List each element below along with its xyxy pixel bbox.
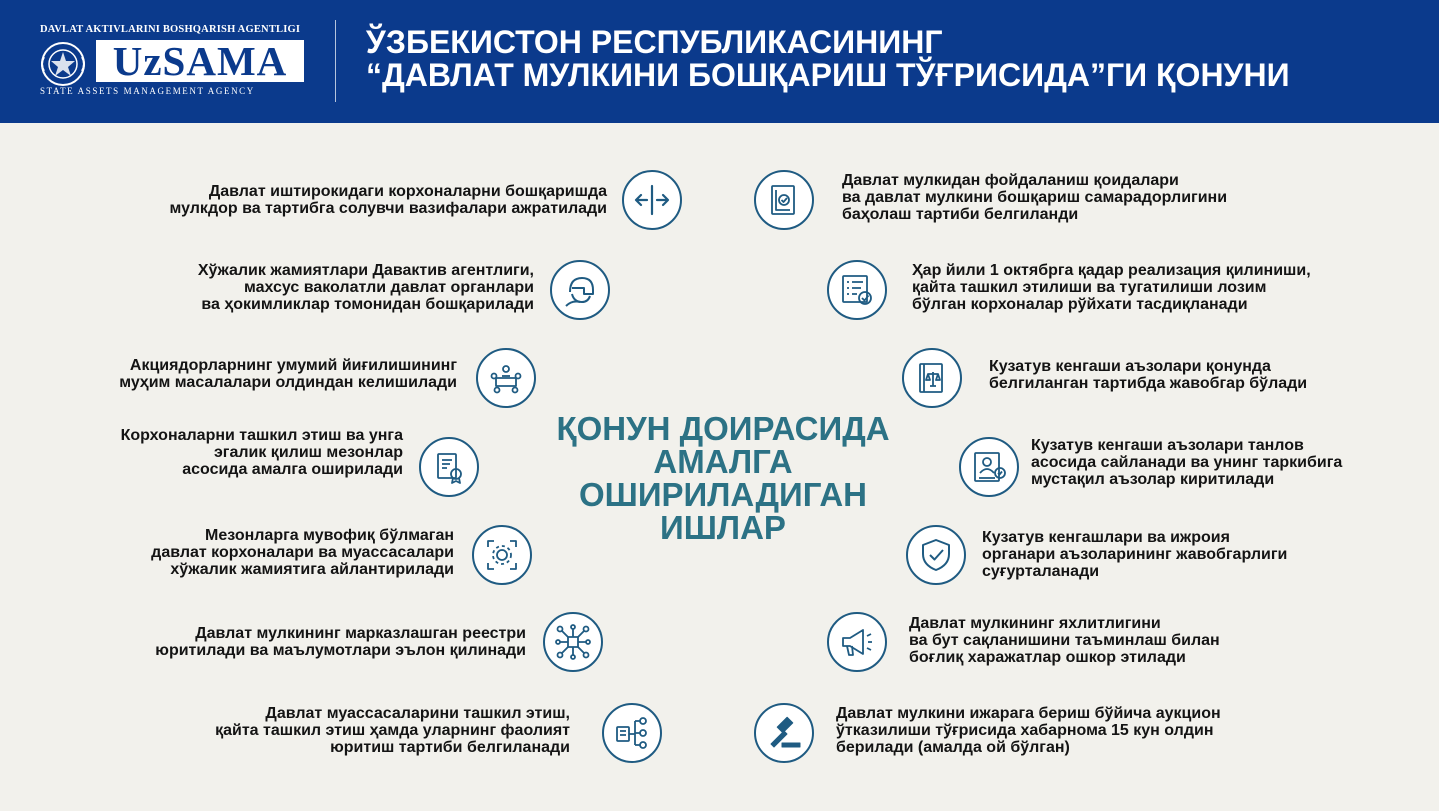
item-line: суғурталанади xyxy=(982,563,1100,580)
item-line: Кузатув кенгаши аъзолари қонунда xyxy=(989,358,1271,375)
item-line: асосида амалга оширилади xyxy=(182,461,403,478)
item-line: қайта ташкил этиш ҳамда уларнинг фаолият xyxy=(215,722,570,739)
item-line: мулкдор ва тартибга солувчи вазифалари ажратилади xyxy=(169,200,607,217)
item-line: давлат корхоналари ва муассасалари xyxy=(151,544,454,561)
item-line: юритилади ва маълумотлари эълон қилинади xyxy=(155,642,526,659)
center-title-line: ИШЛАР xyxy=(660,509,786,546)
split-arrows-icon xyxy=(622,170,682,230)
left-item-6-text xyxy=(155,625,526,659)
manager-helmet-icon xyxy=(550,260,610,320)
item-line: берилади (амалда ой бўлган) xyxy=(836,739,1070,756)
right-item-5-text xyxy=(982,529,1287,580)
page-title xyxy=(366,26,1406,92)
auction-gavel-icon xyxy=(754,703,814,763)
checklist-icon xyxy=(827,260,887,320)
left-item-7-text xyxy=(215,705,570,756)
item-line: эгалик қилиш мезонлар xyxy=(213,444,403,461)
item-line: белгиланган тартибда жавобгар бўлади xyxy=(989,375,1308,392)
center-title xyxy=(548,412,898,544)
item-line: Мезонларга мувофиқ бўлмаган xyxy=(205,527,454,544)
item-line: ва давлат мулкини бошқариш самарадорлигини xyxy=(842,189,1228,206)
center-title-line: АМАЛГА xyxy=(653,443,793,480)
header-banner xyxy=(0,0,1439,123)
candidate-selection-icon xyxy=(959,437,1019,497)
item-line: баҳолаш тартиби белгиланди xyxy=(842,206,1079,223)
item-line: Хўжалик жамиятлари Давактив агентлиги, xyxy=(197,262,534,279)
item-line: ўтказилиши тўғрисида хабарнома 15 кун олдин xyxy=(836,722,1214,739)
header-divider xyxy=(335,20,336,102)
logo-top-text: DAVLAT AKTIVLARINI BOSHQARISH AGENTLIGI xyxy=(40,24,301,35)
right-item-1-text xyxy=(842,172,1227,223)
item-line: боғлиқ харажатлар ошкор этилади xyxy=(909,649,1186,666)
logo-wordmark: UzSAMA xyxy=(96,40,304,82)
structure-icon xyxy=(602,703,662,763)
title-line-1: ЎЗБЕКИСТОН РЕСПУБЛИКАСИНИНГ xyxy=(366,24,943,60)
item-line: ва ҳокимликлар томонидан бошқарилади xyxy=(201,296,534,313)
item-line: Давлат мулкидан фойдаланиш қоидалари xyxy=(842,172,1179,189)
item-line: Давлат мулкининг яхлитлигини xyxy=(909,615,1161,632)
item-line: мустақил аъзолар киритилади xyxy=(1031,471,1275,488)
item-line: органари аъзоларининг жавобгарлиги xyxy=(982,546,1288,563)
left-item-1-text xyxy=(169,183,607,217)
left-item-3-text xyxy=(119,357,457,391)
logo-bottom-text: STATE ASSETS MANAGEMENT AGENCY xyxy=(40,86,255,96)
left-item-4-text xyxy=(121,427,403,478)
item-line: муҳим масалалари олдиндан келишилади xyxy=(119,374,457,391)
state-emblem-icon xyxy=(36,39,90,89)
item-line: юритиш тартиби белгиланади xyxy=(330,739,570,756)
item-line: Давлат муассасаларини ташкил этиш, xyxy=(265,705,570,722)
network-registry-icon xyxy=(543,612,603,672)
right-item-6-text xyxy=(909,615,1220,666)
center-title-line: ОШИРИЛАДИГАН xyxy=(578,476,867,513)
right-item-3-text xyxy=(989,358,1307,392)
item-line: Акциядорларнинг умумий йиғилишининг xyxy=(129,357,457,374)
item-line: Ҳар йили 1 октябрга қадар реализация қилиниши, xyxy=(912,262,1311,279)
item-line: асосида сайланади ва унинг таркибига xyxy=(1031,454,1343,471)
insurance-shield-icon xyxy=(906,525,966,585)
item-line: Давлат мулкининг марказлашган реестри xyxy=(195,625,526,642)
item-line: махсус ваколатли давлат органлари xyxy=(243,279,534,296)
item-line: Давлат мулкини ижарага бериш бўйича аукцион xyxy=(836,705,1221,722)
item-line: хўжалик жамиятига айлантирилади xyxy=(170,561,454,578)
left-item-5-text xyxy=(151,527,454,578)
meeting-icon xyxy=(476,348,536,408)
right-item-7-text xyxy=(836,705,1221,756)
item-line: Кузатув кенгашлари ва ижроия xyxy=(982,529,1230,546)
rules-document-icon xyxy=(754,170,814,230)
item-line: Корхоналарни ташкил этиш ва унга xyxy=(120,427,403,444)
megaphone-icon xyxy=(827,612,887,672)
center-title-line: ҚОНУН ДОИРАСИДА xyxy=(556,410,890,447)
left-item-2-text xyxy=(198,262,534,313)
item-line: қайта ташкил этилиши ва тугатилиши лозим xyxy=(912,279,1267,296)
title-line-2: “ДАВЛАТ МУЛКИНИ БОШҚАРИШ ТЎҒРИСИДА”ГИ ҚОНУНИ xyxy=(366,57,1290,93)
certificate-icon xyxy=(419,437,479,497)
law-book-icon xyxy=(902,348,962,408)
transform-gear-icon xyxy=(472,525,532,585)
item-line: Давлат иштирокидаги корхоналарни бошқаришда xyxy=(208,183,607,200)
item-line: ва бут сақланишини таъминлаш билан xyxy=(909,632,1220,649)
item-line: бўлган корхоналар рўйхати тасдиқланади xyxy=(912,296,1248,313)
right-item-2-text xyxy=(912,262,1311,313)
item-line: Кузатув кенгаши аъзолари танлов xyxy=(1031,437,1304,454)
right-item-4-text xyxy=(1031,437,1342,488)
